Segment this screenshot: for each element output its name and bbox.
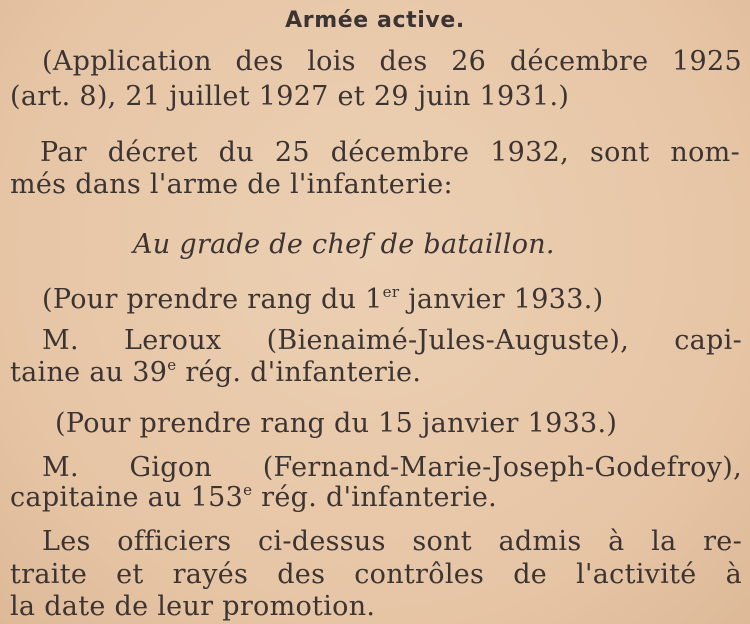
officer-2-line-2-suffix: rég. d'infanterie. <box>252 482 498 513</box>
officer-2-line-2-sup: e <box>243 481 253 499</box>
rank-date-1-suffix: janvier 1933.) <box>399 284 604 315</box>
application-line-1: (Application des lois des 26 décembre 1925 <box>42 46 742 77</box>
grade-heading: Au grade de chef de bataillon. <box>133 229 555 260</box>
officer-1-line-2-sup: e <box>167 356 177 374</box>
decree-line-1: Par décret du 25 décembre 1932, sont nom- <box>40 137 740 168</box>
application-line-2: (art. 8), 21 juillet 1927 et 29 juin 1931.) <box>10 81 570 112</box>
closing-line-3: la date de leur promotion. <box>10 591 376 622</box>
closing-line-2: traite et rayés des contrôles de l'activité à <box>10 559 742 590</box>
rank-date-1 <box>42 285 603 315</box>
officer-2-line-1: M. Gigon (Fernand-Marie-Joseph-Godefroy), <box>42 452 742 483</box>
officer-2-line-2-prefix: capitaine au 153 <box>10 482 244 513</box>
section-title: Armée active. <box>285 8 465 33</box>
officer-1-line-2 <box>10 358 421 388</box>
closing-line-1: Les officiers ci-dessus sont admis à la re- <box>42 526 742 557</box>
officer-1-line-1: M. Leroux (Bienaimé-Jules-Auguste), capi- <box>42 325 742 356</box>
officer-1-line-2-prefix: taine au 39 <box>10 357 168 388</box>
officer-1-line-2-suffix: rég. d'infanterie. <box>176 357 422 388</box>
officer-2-line-2 <box>10 483 497 513</box>
rank-date-2: (Pour prendre rang du 15 janvier 1933.) <box>55 408 618 439</box>
decree-line-2: més dans l'arme de l'infanterie: <box>10 169 453 200</box>
rank-date-1-prefix: (Pour prendre rang du 1 <box>42 284 383 315</box>
rank-date-1-sup: er <box>382 283 400 301</box>
